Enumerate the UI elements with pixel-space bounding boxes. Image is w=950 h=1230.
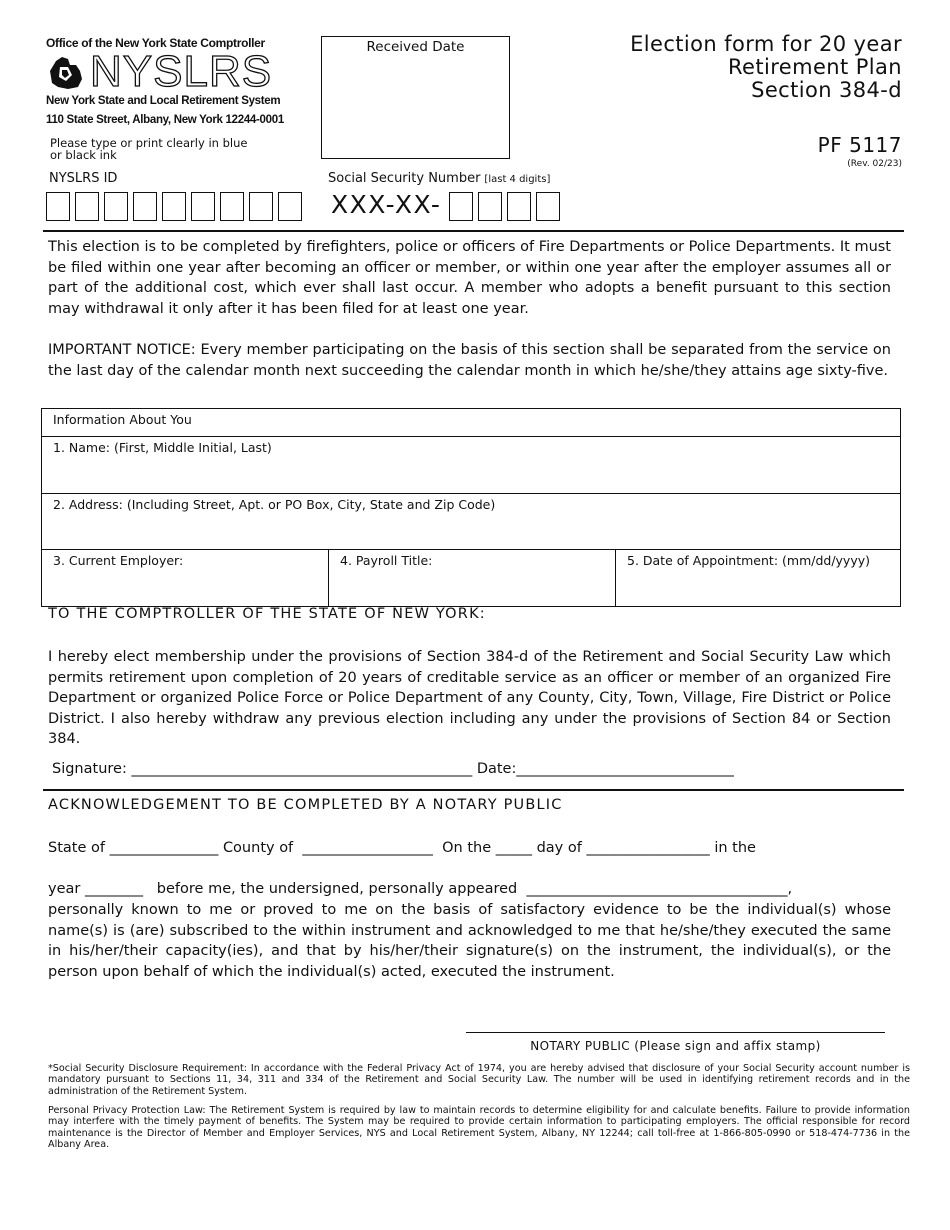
- notary-caption: NOTARY PUBLIC (Please sign and affix stamp): [530, 1039, 821, 1053]
- form-number: PF 5117: [817, 133, 902, 157]
- title-line-1: Election form for 20 year: [630, 32, 902, 56]
- ssn-digit-box[interactable]: [478, 192, 502, 221]
- election-text: I hereby elect membership under the provisions of Section 384-d of the Retirement and Social Security Law which permits retirement upon completion of 20 years of creditable service as an officer or member of an organized Fire Department or organized Police Force or Police Department of any County, City, Town, Village, Fire District or Police District. I also hereby withdraw any previous election including any under the provisions of Section 84 or Section 384.: [48, 649, 891, 748]
- intro-paragraph: This election is to be completed by firefighters, police or officers of Fire Departments or Police Departments. It must be filed within one year after becoming an officer or member, or within one year after the employer assumes all or part of the additional cost, which ever shall last occur. A member who adopts a benefit pursuant to this section may withdrawal it only after it has been filed for at least one year.: [48, 239, 891, 317]
- date-label: Date:: [476, 761, 517, 777]
- logo: [46, 47, 273, 96]
- notary-heading: ACKNOWLEDGEMENT TO BE COMPLETED BY A NOTARY PUBLIC: [48, 797, 563, 813]
- id-digit-box[interactable]: [104, 192, 128, 221]
- signature-line[interactable]: [52, 761, 734, 777]
- notary-signature-line[interactable]: [466, 1032, 885, 1033]
- title-line-3: Section 384-d: [751, 78, 902, 102]
- on-the-label: On the: [442, 840, 492, 856]
- id-digit-box[interactable]: [75, 192, 99, 221]
- signature-label: Signature:: [52, 761, 127, 777]
- ssn-label-text: Social Security Number: [328, 171, 481, 186]
- notary-venue-line: [48, 838, 891, 859]
- title-line-2: Retirement Plan: [728, 55, 902, 79]
- id-digit-box[interactable]: [249, 192, 273, 221]
- id-digit-box[interactable]: [191, 192, 215, 221]
- year-label: year: [48, 881, 81, 897]
- important-notice: IMPORTANT NOTICE: Every member participating on the basis of this section shall be separated from the service on the last day of the calendar month next succeeding the calendar month in which he/she/they attains age sixty-five.: [48, 342, 891, 379]
- day-blank[interactable]: _____: [491, 840, 537, 856]
- notary-year-line: [48, 879, 891, 900]
- divider: [43, 789, 904, 791]
- revision-date: (Rev. 02/23): [847, 159, 902, 169]
- ssn-label: [328, 171, 550, 186]
- info-heading: Information About You: [42, 409, 901, 437]
- notary-body: personally known to me or proved to me on the basis of satisfactory evidence to be the individual(s) whose name(s) is (are) subscribed to the within instrument and acknowledged to me that he/she/they executed the same in his/her/their capacity(ies), and that by his/her/their signature(s) on the instrument, the individual(s), or the person upon behalf of which the individual(s) acted, executed the instrument.: [48, 902, 891, 980]
- employer-field[interactable]: 3. Current Employer:: [42, 550, 329, 607]
- appeared-text: before me, the undersigned, personally appeared: [147, 881, 522, 897]
- privacy-notice: Personal Privacy Protection Law: The Retirement System is required by law to maintain records to determine eligibility for and calculate benefits. Failure to provide information may interfere with the timely payment of benefits. The System may be required to provide certain information to participating employers. The official responsible for record maintenance is the Director of Member and Employer Services, NYS and Local Retirement System, Albany, NY 12244; call toll-free at 1-866-805-0990 or 518-474-7736 in the Albany Area.: [48, 1105, 910, 1151]
- ssn-hint: [last 4 digits]: [484, 174, 551, 185]
- person-blank[interactable]: ____________________________________,: [521, 881, 793, 897]
- month-blank[interactable]: _________________: [581, 840, 715, 856]
- ssn-digit-box[interactable]: [449, 192, 473, 221]
- day-of-label: day of: [536, 840, 582, 856]
- name-field[interactable]: 1. Name: (First, Middle Initial, Last): [42, 437, 901, 494]
- system-address: 110 State Street, Albany, New York 12244-0001: [46, 114, 284, 126]
- info-table: [41, 408, 901, 607]
- date-blank[interactable]: ______________________________: [516, 761, 734, 777]
- in-the-label: in the: [714, 840, 756, 856]
- received-date-box: [321, 36, 510, 159]
- appointment-date-field[interactable]: 5. Date of Appointment: (mm/dd/yyyy): [616, 550, 901, 607]
- id-digit-box[interactable]: [133, 192, 157, 221]
- received-date-label: Received Date: [366, 39, 465, 55]
- ssn-digit-box[interactable]: [507, 192, 531, 221]
- ssn-prefix: XXX-XX-: [331, 190, 442, 219]
- county-of-label: County of: [222, 840, 294, 856]
- id-digit-box[interactable]: [278, 192, 302, 221]
- state-blank[interactable]: _______________: [104, 840, 223, 856]
- ssn-disclosure: *Social Security Disclosure Requirement: In accordance with the Federal Privacy Act of 1974, you are hereby advised that disclosure of your Social Security account number is mandatory pursuant to Sections 11, 34, 311 and 334 of the Retirement and Social Security Law. The number will be used in identifying retirement records and in the administration of the Retirement System.: [48, 1063, 910, 1097]
- divider: [43, 230, 904, 232]
- ssn-digit-box[interactable]: [536, 192, 560, 221]
- ink-instruction: Please type or print clearly in blue or black ink: [50, 136, 248, 162]
- year-blank[interactable]: ________: [80, 881, 148, 897]
- id-digit-box[interactable]: [220, 192, 244, 221]
- ssn-last4-field[interactable]: [449, 192, 565, 221]
- office-name: Office of the New York State Comptroller: [46, 36, 265, 50]
- id-digit-box[interactable]: [162, 192, 186, 221]
- payroll-title-field[interactable]: 4. Payroll Title:: [329, 550, 616, 607]
- id-digit-box[interactable]: [46, 192, 70, 221]
- form-title: [630, 33, 902, 102]
- election-heading: TO THE COMPTROLLER OF THE STATE OF NEW YORK:: [48, 606, 486, 622]
- address-field[interactable]: 2. Address: (Including Street, Apt. or PO Box, City, State and Zip Code): [42, 494, 901, 550]
- logo-text: NYSLRS: [90, 47, 273, 96]
- nyslrs-id-label: NYSLRS ID: [49, 171, 118, 186]
- state-of-label: State of: [48, 840, 105, 856]
- nyslrs-id-field[interactable]: [46, 192, 307, 221]
- county-blank[interactable]: __________________: [293, 840, 438, 856]
- system-name: New York State and Local Retirement System: [46, 95, 281, 107]
- signature-blank[interactable]: _______________________________________________: [126, 761, 477, 777]
- nyslrs-logo-icon: [46, 53, 86, 91]
